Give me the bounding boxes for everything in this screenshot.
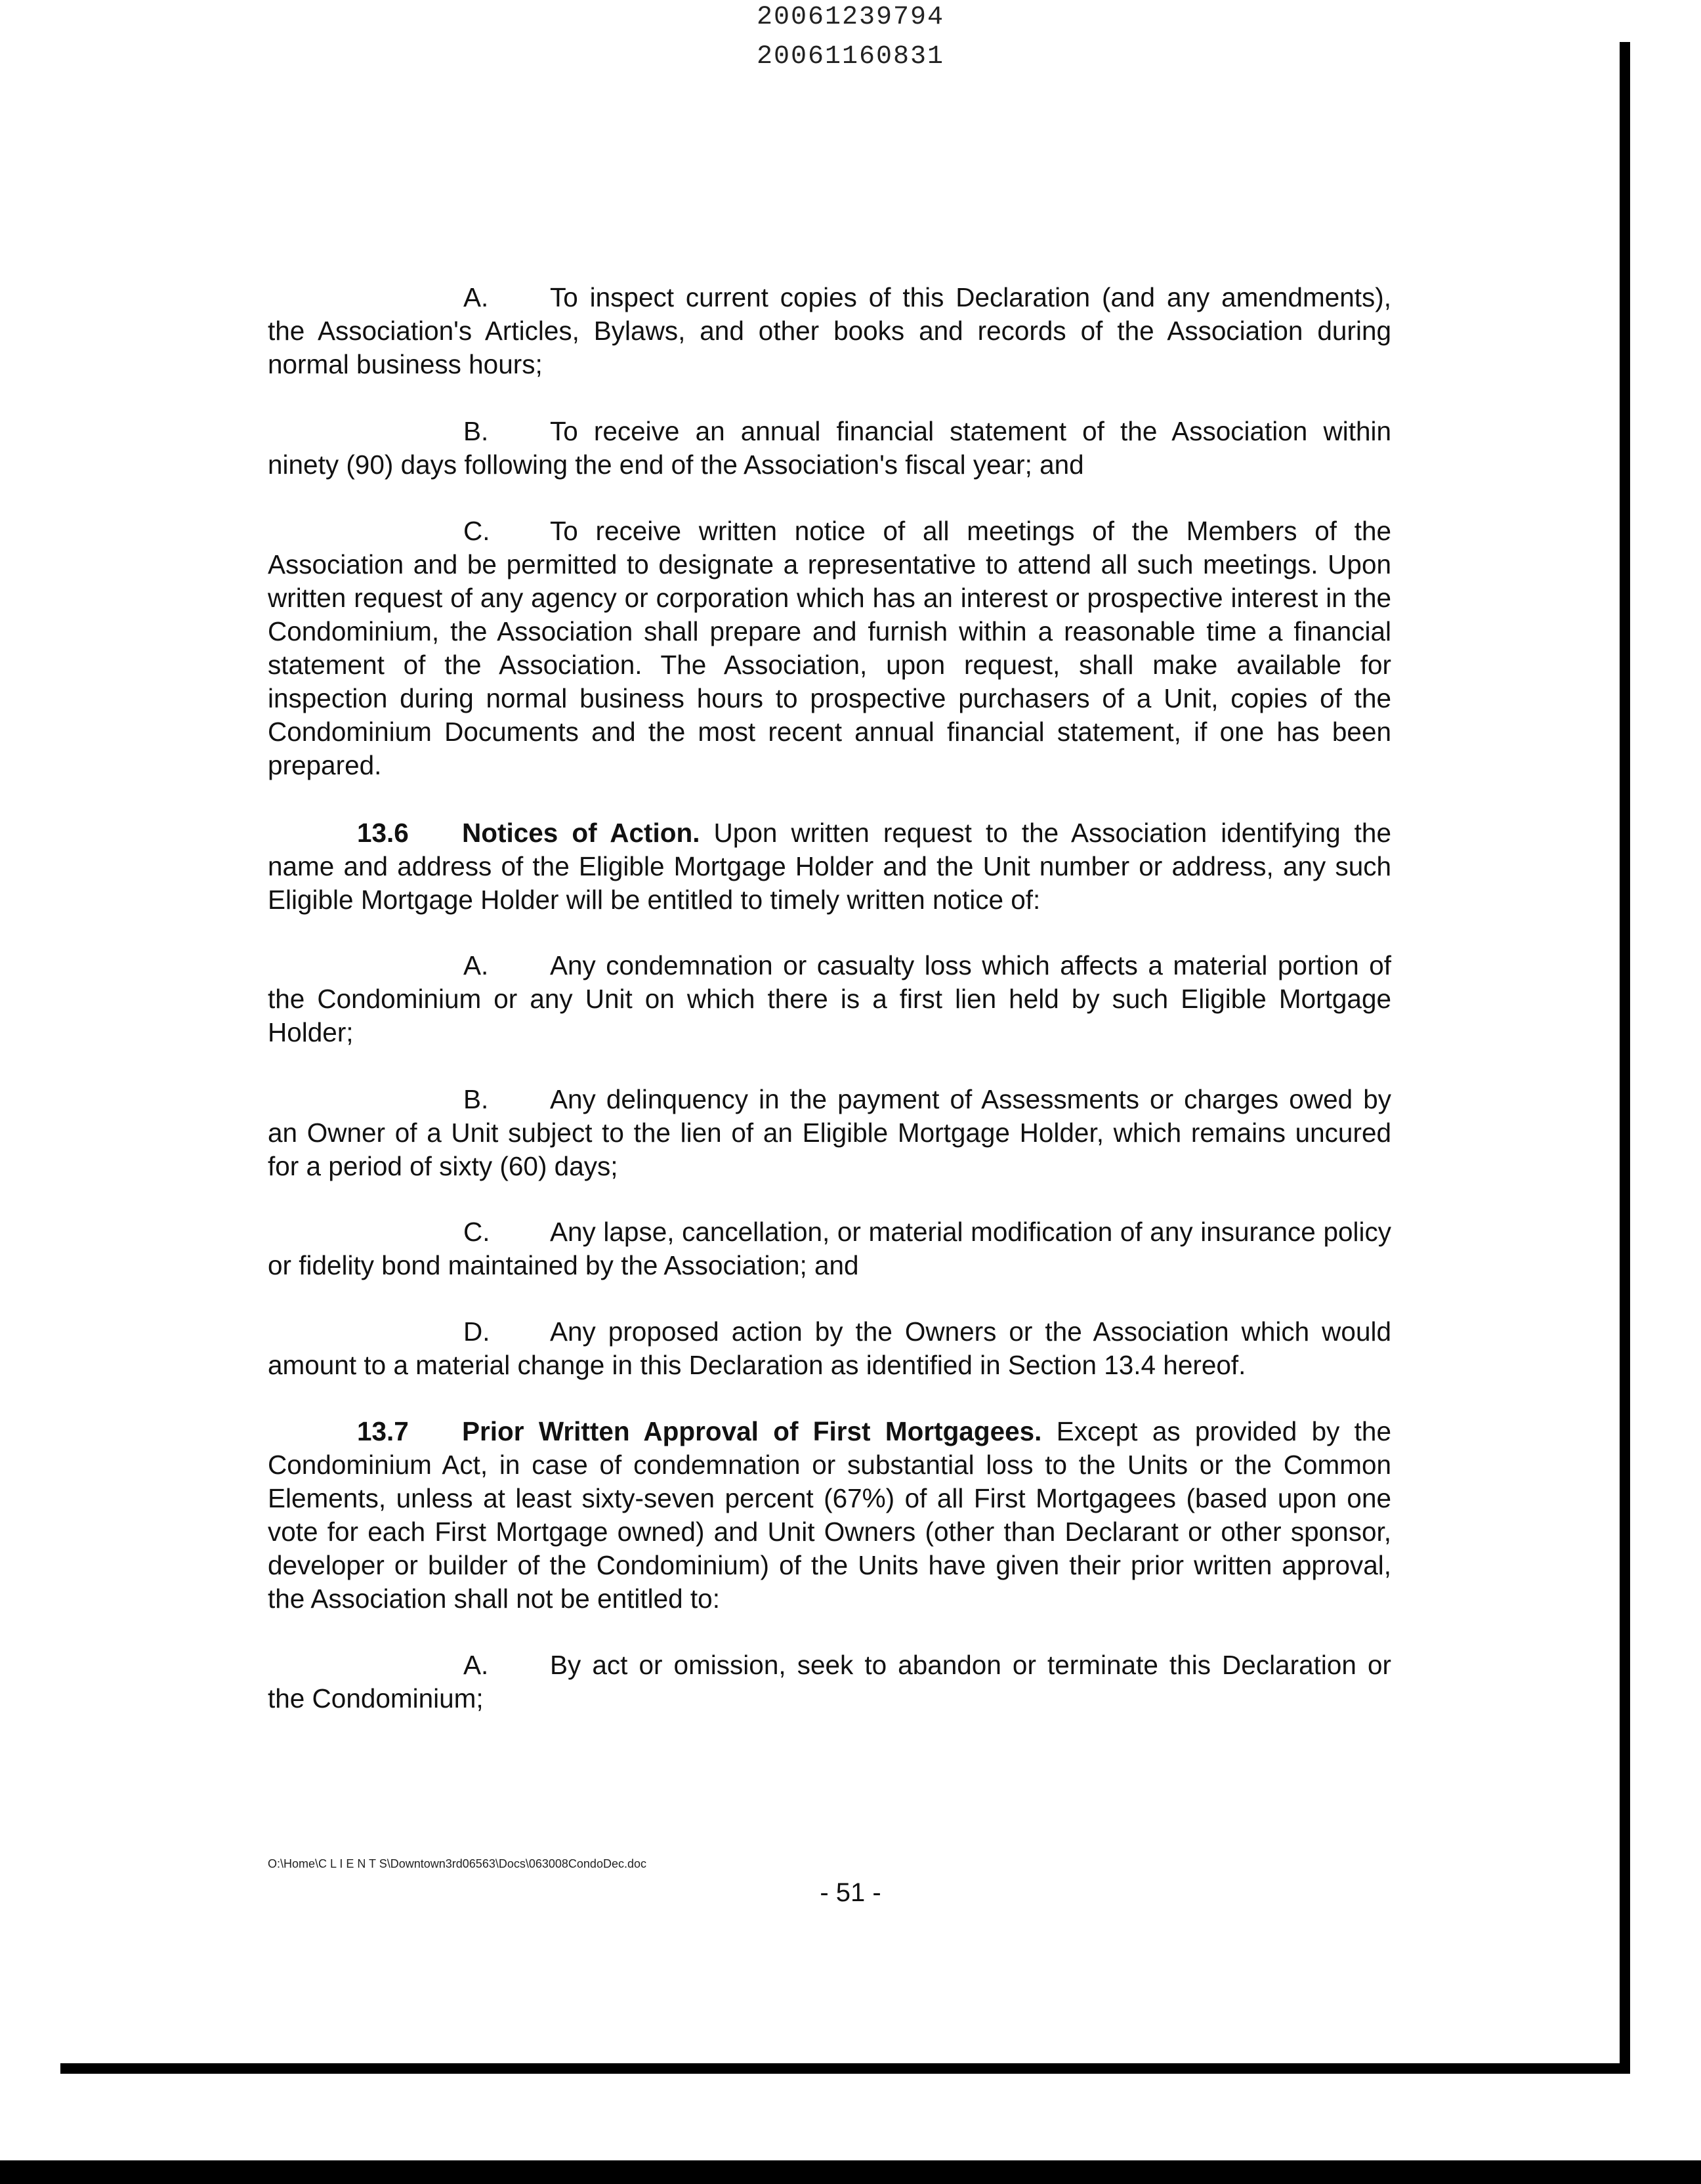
section-text: Upon written request to the Association identifying the name and address of the Eligible Mortgage Holder and the Unit number or address, any such Eligible Mortgage Holder will be entitled to timely written notice of:	[268, 818, 1391, 915]
paragraph-a	[268, 281, 1391, 381]
section-13-6	[268, 816, 1391, 917]
page-border-right	[1620, 42, 1630, 2074]
document-stamp-number: 20061160831	[756, 42, 945, 72]
item-label: B.	[463, 416, 489, 446]
item-text: Any lapse, cancellation, or material modification of any insurance policy or fidelity bond maintained by the Association; and	[268, 1217, 1391, 1280]
item-text: To inspect current copies of this Declaration (and any amendments), the Association's Articles, Bylaws, and other books and records of the Association during normal business hours;	[268, 282, 1391, 379]
document-stamp-number: 20061239794	[756, 3, 945, 32]
notice-item-d	[268, 1315, 1391, 1382]
paragraph-c	[268, 514, 1391, 782]
section-title: Prior Written Approval of First Mortgagees.	[462, 1416, 1042, 1446]
section-text: Except as provided by the Condominium Act, in case of condemnation or substantial loss to the Units or the Common Elements, unless at least sixty-seven percent (67%) of all First Mortgagees (based upon one vote for each First Mortgage owned) and Unit Owners (other than Declarant or other sponsor, developer or builder of the Condominium) of the Units have given their prior written approval, the Association shall not be entitled to:	[268, 1416, 1391, 1614]
item-label: B.	[463, 1084, 489, 1114]
item-label: A.	[463, 950, 489, 980]
section-13-7	[268, 1415, 1391, 1616]
item-text: Any delinquency in the payment of Assessments or charges owed by an Owner of a Unit subject to the lien of an Eligible Mortgage Holder, which remains uncured for a period of sixty (60) days;	[268, 1084, 1391, 1181]
page-number: - 51 -	[820, 1878, 881, 1907]
section-title: Notices of Action.	[462, 818, 700, 848]
item-label: C.	[463, 516, 490, 546]
section-number: 13.6	[357, 818, 409, 848]
item-text: Any proposed action by the Owners or the Association which would amount to a material change in this Declaration as identified in Section 13.4 hereof.	[268, 1316, 1391, 1380]
notice-item-b	[268, 1083, 1391, 1183]
notice-item-a	[268, 949, 1391, 1049]
item-label: C.	[463, 1217, 490, 1247]
section-number: 13.7	[357, 1416, 409, 1446]
approval-item-a	[268, 1648, 1391, 1715]
notice-item-c	[268, 1215, 1391, 1282]
item-label: A.	[463, 1650, 489, 1680]
item-text: To receive an annual financial statement of the Association within ninety (90) days following the end of the Association's fiscal year; and	[268, 416, 1391, 480]
item-label: D.	[463, 1316, 490, 1347]
item-text: To receive written notice of all meetings of the Members of the Association and be permitted to designate a representative to attend all such meetings. Upon written request of any agency or corporation which has an interest or prospective interest in the Condominium, the Association shall prepare and furnish within a reasonable time a financial statement of the Association. The Association, upon request, shall make available for inspection during normal business hours to prospective purchasers of a Unit, copies of the Condominium Documents and the most recent annual financial statement, if one has been prepared.	[268, 516, 1391, 780]
footer-file-path: O:\Home\C L I E N T S\Downtown3rd06563\Docs\063008CondoDec.doc	[268, 1857, 646, 1870]
page-border-bottom	[60, 2063, 1630, 2074]
item-text: By act or omission, seek to abandon or terminate this Declaration or the Condominium;	[268, 1650, 1391, 1713]
item-text: Any condemnation or casualty loss which affects a material portion of the Condominium or any Unit on which there is a first lien held by such Eligible Mortgage Holder;	[268, 950, 1391, 1047]
paragraph-b	[268, 415, 1391, 482]
item-label: A.	[463, 282, 489, 312]
scan-bottom-band	[0, 2160, 1701, 2184]
